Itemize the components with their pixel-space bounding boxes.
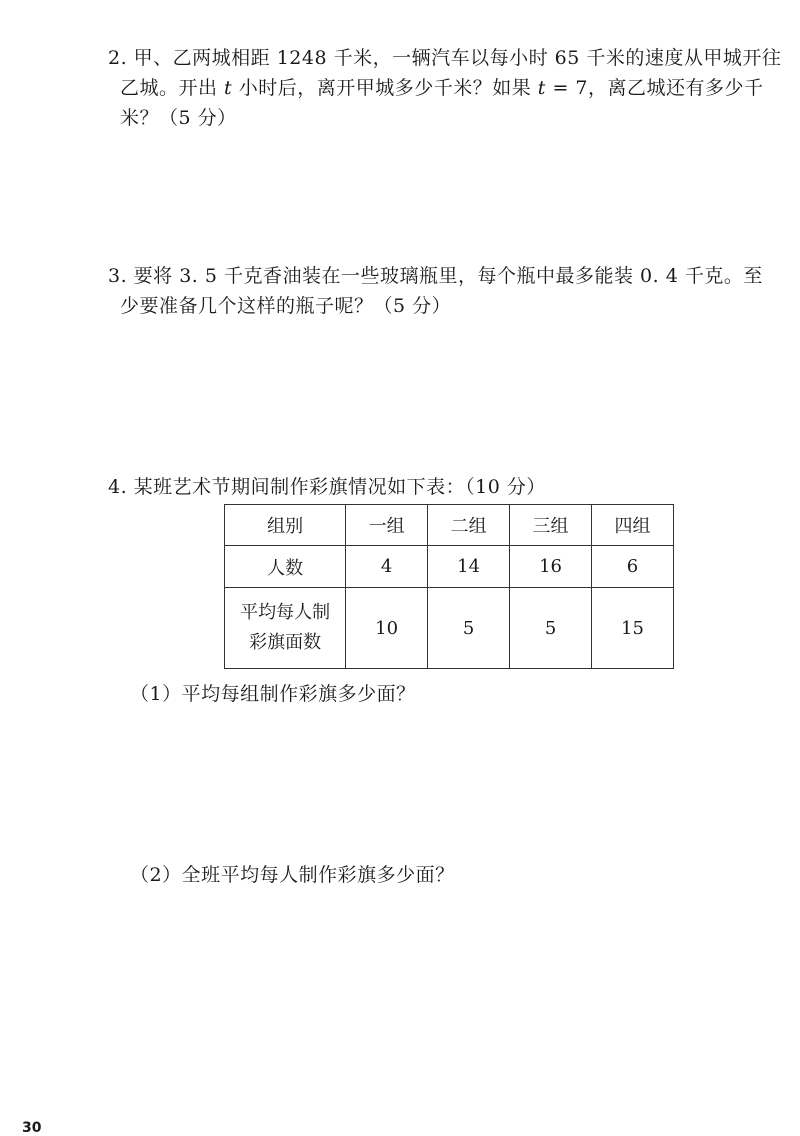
table-cell-flags-2: 5 xyxy=(428,588,510,669)
table-cell-flags-3: 5 xyxy=(510,588,592,669)
page-number: 30 xyxy=(22,1120,42,1136)
problem-4-line-1: 4. 某班艺术节期间制作彩旗情况如下表：（10 分） xyxy=(108,476,546,498)
sub-question-2: （2）全班平均每人制作彩旗多少面？ xyxy=(130,864,455,886)
table-cell-people-2: 14 xyxy=(428,546,510,588)
problem-2-line-2-part-a: 乙城。开出 xyxy=(120,77,225,99)
table-header-group-2: 二组 xyxy=(428,505,510,546)
table-header-group-4: 四组 xyxy=(592,505,674,546)
table-cell-people-4: 6 xyxy=(592,546,674,588)
table-row-flags-label: 平均每人制 彩旗面数 xyxy=(240,602,331,653)
problem-3-line-2: 少要准备几个这样的瓶子呢？（5 分） xyxy=(120,295,452,317)
table-cell-people-1: 4 xyxy=(346,546,428,588)
table-row-flags-label-cell xyxy=(225,588,346,669)
table-cell-flags-1: 10 xyxy=(346,588,428,669)
variable-t: t xyxy=(537,77,546,99)
table-row-flags-per-person xyxy=(225,588,674,669)
flag-production-table xyxy=(224,504,674,669)
table-header-group-3: 三组 xyxy=(510,505,592,546)
table-cell-people-3: 16 xyxy=(510,546,592,588)
table-row-people xyxy=(225,546,674,588)
table-row-groups xyxy=(225,505,674,546)
table-header-group-label: 组别 xyxy=(225,505,346,546)
table-row-people-label: 人数 xyxy=(225,546,346,588)
problem-2-line-1: 2. 甲、乙两城相距 1248 千米，一辆汽车以每小时 65 千米的速度从甲城开往 xyxy=(108,47,782,69)
problem-2-line-3: 米？（5 分） xyxy=(120,107,237,129)
variable-t: t xyxy=(224,77,233,99)
sub-question-1: （1）平均每组制作彩旗多少面？ xyxy=(130,683,416,705)
problem-2-line-2-part-c: = 7，离乙城还有多少千 xyxy=(545,77,764,99)
problem-3-line-1: 3. 要将 3. 5 千克香油装在一些玻璃瓶里，每个瓶中最多能装 0. 4 千克。至 xyxy=(108,265,763,287)
table-cell-flags-4: 15 xyxy=(592,588,674,669)
problem-2-line-2-part-b: 小时后，离开甲城多少千米？如果 xyxy=(232,77,538,99)
problem-2-line-2 xyxy=(120,74,764,102)
table-header-group-1: 一组 xyxy=(346,505,428,546)
